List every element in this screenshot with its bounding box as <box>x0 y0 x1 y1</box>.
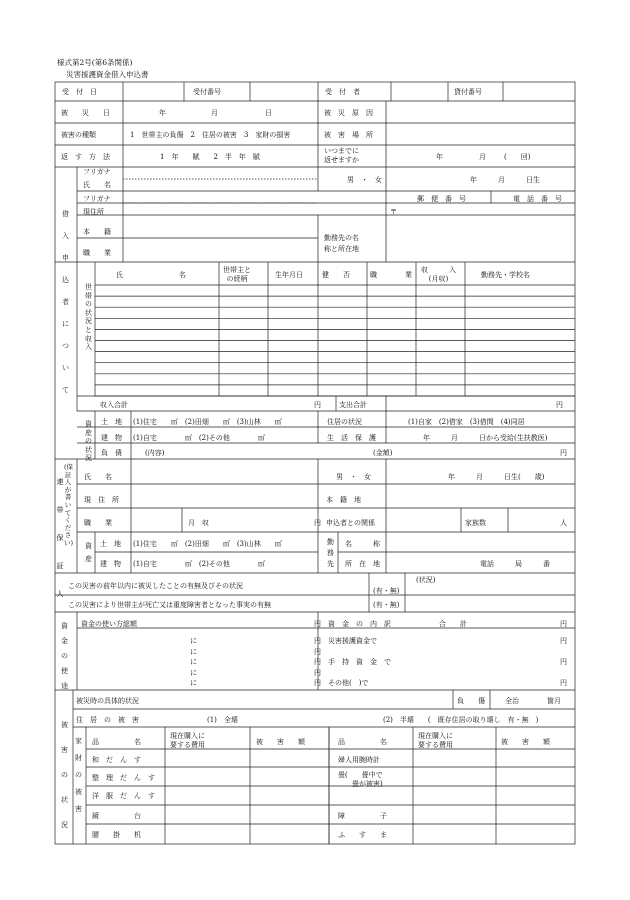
fund-src-yen-2: 円 <box>560 679 567 687</box>
left-item-1: 整 理 だ ん す <box>92 774 155 782</box>
left-item-3: 鏡 台 <box>92 812 141 820</box>
right-col-hinmei: 品 名 <box>338 738 387 746</box>
g-getsushu-label: 月 収 <box>188 519 209 527</box>
fund-use-yen-1: 円 <box>314 648 321 656</box>
shishutsu-gokei-label: 支出合計 <box>339 401 367 409</box>
g-denwa-label: 電話 局 番 <box>480 560 550 568</box>
left-item-0: 和 だ ん す <box>92 756 141 764</box>
left-col-hiyo: 現在購入に 要する費用 <box>170 732 205 749</box>
damage-side-label: 被害の状況 <box>61 721 68 829</box>
furigana2-label: フリガナ <box>83 195 111 203</box>
seikatsu-label: 生 活 保 護 <box>327 434 376 442</box>
zenchi-label: 全治 箇月 <box>505 697 561 705</box>
right-item-4: ふ す ま <box>338 831 387 839</box>
seikatsu-options: 年 月 日から受給(生扶教医) <box>423 434 548 442</box>
left-item-2: 洋 服 だ ん す <box>92 792 155 800</box>
right-col-hiyo: 現在購入に 要する費用 <box>418 732 453 749</box>
genin-label: 被 災 原 因 <box>324 109 373 117</box>
hh-col-name: 氏 名 <box>116 271 186 279</box>
asset-tatemono-label: 建 物 <box>101 434 122 442</box>
g-kinmusaki-label: 勤務先 <box>327 538 334 568</box>
asset-tochi-label: 土 地 <box>101 418 122 426</box>
g-getsushu-yen: 円 <box>314 519 321 527</box>
left-col-higaigaku: 被 害 額 <box>256 738 305 746</box>
hensai-hoho-label: 返 す 方 法 <box>61 153 110 161</box>
shokugyo-label: 職 業 <box>83 249 111 257</box>
g-shozaichi-label: 所 在 地 <box>345 560 380 568</box>
g-tatemono-label: 建 物 <box>100 560 121 568</box>
guarantor-side-label: 連帯保証人 <box>56 478 64 598</box>
gokei-label: 合 計 <box>439 620 467 628</box>
fund-use-ni-0: に <box>190 637 197 645</box>
g-kankei-label: 申込者との関係 <box>326 519 375 527</box>
uketsukesha-label: 受 付 者 <box>325 88 360 96</box>
until-year: 年 <box>436 153 443 161</box>
fund-use-ni-2: に <box>190 658 197 666</box>
history-q2-options: (有・無) <box>373 601 400 609</box>
hisaibi-label: 被 災 日 <box>61 109 110 117</box>
higai-shurui-label: 被害の種類 <box>61 131 96 139</box>
higai-basho-label: 被 害 場 所 <box>324 131 373 139</box>
hh-col-shokugyo: 職 業 <box>370 271 412 279</box>
hh-col-kenpi: 健 否 <box>322 271 350 279</box>
right-col-higaigaku: 被 害 額 <box>501 738 550 746</box>
left-item-4: 腰 掛 机 <box>92 831 141 839</box>
history-q1-jokyo: (状況) <box>416 576 436 584</box>
shunyu-gokei-yen: 円 <box>314 401 321 409</box>
fund-use-yen-3: 円 <box>314 669 321 677</box>
guarantor-paren-label: (保証人が書いてください) <box>64 463 74 547</box>
applicant-side-label: 借入申込者について <box>62 210 69 394</box>
birth-label: 年 月 日生 <box>470 176 540 184</box>
hh-col-shunyu: 収 入 (月収) <box>421 266 456 283</box>
gutaiteki-label: 被災時の具体的状況 <box>76 697 139 705</box>
household-side-label: 世帯の状況と収入 <box>85 283 92 352</box>
fusho-label: 負 傷 <box>457 697 485 705</box>
sonota-label: その他( )で <box>328 679 369 687</box>
fund-use-ni-3: に <box>190 669 197 677</box>
fund-use-yen-2: 円 <box>314 658 321 666</box>
uketsuke-bango-label: 受付番号 <box>193 88 221 96</box>
itsumade-label: いつまでに 返せますか <box>324 147 359 164</box>
g-shimei-label: 氏 名 <box>84 473 112 481</box>
jukyo-options: (1)自家 (2)借家 (3)借間 (4)同居 <box>408 418 525 426</box>
g-birth-label: 年 月 日生( 歳) <box>448 473 545 481</box>
history-q1: この災害の前年以内に被災したことの有無及びその状況 <box>68 582 243 590</box>
furigana1-label: フリガナ <box>83 168 111 176</box>
kinmusaki-label: 勤務先の名 称と所在地 <box>324 234 359 253</box>
form-title: 災害援護資金借入申込書 <box>66 70 149 79</box>
right-item-1: 畳( 畳中で 畳が被害) <box>338 771 383 788</box>
g-genjusho-label: 現 住 所 <box>84 496 119 504</box>
uchiwake-yen: 円 <box>560 620 567 628</box>
until-times: ( 回) <box>504 153 531 161</box>
engo-label: 災害援護資金で <box>328 637 377 645</box>
g-shisan-label: 資 産 <box>85 542 99 563</box>
fund-use-yen-4: 円 <box>314 679 321 687</box>
asset-tatemono-options: (1)自宅 ㎡ (2)その他 ㎡ <box>133 434 265 442</box>
hh-col-kinmusaki: 勤務先・学校名 <box>481 271 530 279</box>
temochi-label: 手 持 資 金 で <box>328 658 391 666</box>
fund-use-ni-4: に <box>190 679 197 687</box>
hankai-label: (2) 半壊 ( 既存住居の取り壊し 有・無 ) <box>383 716 539 724</box>
g-kazoku-label: 家族数 <box>465 519 486 527</box>
kazai-side-label: 家財の被害 <box>75 737 82 813</box>
yubin-label: 郵 便 番 号 <box>417 195 466 203</box>
date-month: 月 <box>211 109 218 117</box>
g-honseki-label: 本 籍 地 <box>326 496 361 504</box>
g-sex-label: 男 ・ 女 <box>336 473 371 481</box>
g-shokugyo-label: 職 業 <box>84 519 112 527</box>
tsukaikata-label: 資金の使い方総額 <box>81 620 137 628</box>
right-item-3: 障 子 <box>338 812 387 820</box>
asset-tochi-options: (1)住宅 ㎡ (2)田畑 ㎡ (3)山林 ㎡ <box>133 418 282 426</box>
fund-src-yen-1: 円 <box>560 658 567 666</box>
date-day: 日 <box>265 109 272 117</box>
g-meisho-label: 名 称 <box>345 540 380 548</box>
history-q1-options: (有・無) <box>373 587 400 595</box>
fund-use-yen-0: 円 <box>314 637 321 645</box>
assets-side-label: 資産の状況 <box>85 420 92 463</box>
uchiwake-label: 資 金 の 内 訳 <box>328 620 391 628</box>
denwa-label: 電 話 番 号 <box>513 195 562 203</box>
until-month: 月 <box>479 153 486 161</box>
tsukaikata-yen: 円 <box>314 620 321 628</box>
uketsuke-bi-label: 受 付 日 <box>62 88 97 96</box>
fusai-yen: 円 <box>560 449 567 457</box>
left-col-hinmei: 品 名 <box>92 738 141 746</box>
shunyu-gokei-label: 収入合計 <box>100 401 128 409</box>
shishutsu-gokei-yen: 円 <box>556 401 563 409</box>
right-item-0: 婦人用腕時計 <box>338 756 380 764</box>
shimei-label: 氏 名 <box>83 181 111 189</box>
fusai-naiyo: (内容) <box>145 449 165 457</box>
form-number: 様式第2号(第6条関係) <box>57 58 133 67</box>
fund-src-yen-0: 円 <box>560 637 567 645</box>
hh-col-seinengappi: 生年月日 <box>275 271 303 279</box>
g-tatemono-options: (1)自宅 ㎡ (2)その他 ㎡ <box>133 560 265 568</box>
history-q2: この災害により世帯主が死亡又は重度障害者となった事実の有無 <box>68 601 271 609</box>
date-year: 年 <box>159 109 166 117</box>
higai-shurui-options: 1 世帯主の負傷 2 住居の被害 3 家財の損害 <box>130 131 291 139</box>
genjusho-label: 現住所 <box>83 208 104 216</box>
fusai-kingaku: (金額) <box>373 449 393 457</box>
kashitsuke-bango-label: 貸付番号 <box>454 88 482 96</box>
fund-use-ni-1: に <box>190 648 197 656</box>
hh-col-zokugara: 世帯主と の続柄 <box>223 266 251 283</box>
g-tochi-options: (1)住宅 ㎡ (2)田畑 ㎡ (3)山林 ㎡ <box>133 540 282 548</box>
g-kazoku-nin: 人 <box>560 519 567 527</box>
postal-mark: 〒 <box>390 208 397 216</box>
hensai-options: 1 年 賦 2 半 年 賦 <box>160 153 260 161</box>
sex-label: 男 ・ 女 <box>347 176 382 184</box>
zenkai-label: (1) 全壊 <box>207 716 238 724</box>
funds-side-label: 資金の使途 <box>61 622 68 690</box>
g-tochi-label: 土 地 <box>100 540 121 548</box>
jukyo-higai-label: 住 居 の 被 害 <box>76 716 139 724</box>
jukyo-label: 住居の状況 <box>327 418 362 426</box>
honseki-label: 本 籍 <box>83 228 111 236</box>
fusai-label: 負 債 <box>101 449 122 457</box>
